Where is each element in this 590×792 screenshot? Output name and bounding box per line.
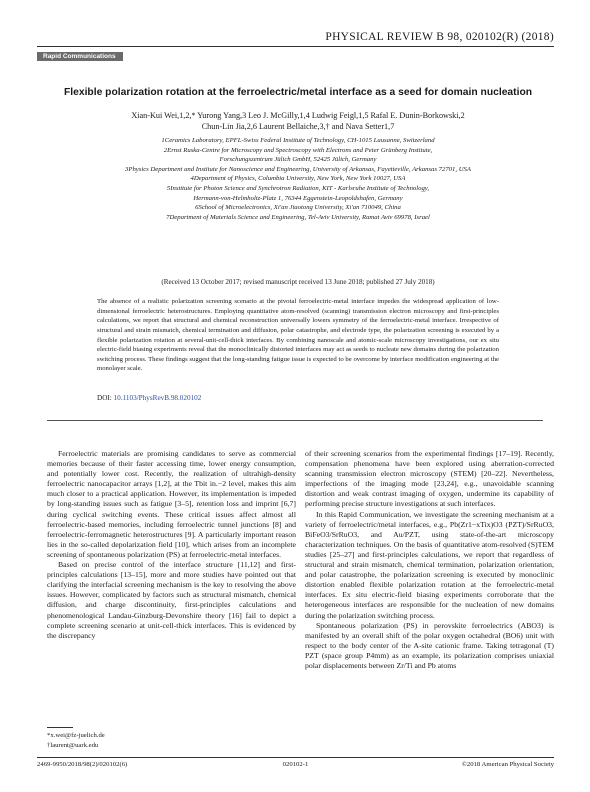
affiliation: 1Ceramics Laboratory, EPFL-Swiss Federal Institute of Technology, CH-1015 Lausanne, Switzerland xyxy=(161,137,435,144)
abstract-line: modification engineering at the monolayer scale. xyxy=(97,355,499,373)
doi-line xyxy=(97,394,201,402)
body-paragraph: In this Rapid Communication, we investigate the screening mechanism at a variety of ferroelectric/metal interfaces, e.g., Pb(Zr1−xTix)O3 (PZT)/SrRuO3, BiFeO3/SrRuO3, and Au/PZT, using state-of-the-art microscopy characterization techniques. On the basis of quantitative atom-resolved (S)TEM studies [25–27] and first-principles calculations, we report that regardless of structural and strain mismatch, chemical termination, polarization orientation, and polar catastrophe, the polarization screening is executed by monoclinic distortion enabled flexible polarization rotation at the ferroelectric-metal interfaces. Ex situ electric-field biasing experiments corroborate that the heterogeneous interfaces are responsible for the nucleation of new domains during the polarization switching process. xyxy=(305,509,554,620)
section-badge: Rapid Communications xyxy=(37,52,123,61)
affiliations xyxy=(50,136,546,222)
header-rule xyxy=(37,46,554,47)
footnote-email[interactable]: †laurent@uark.edu xyxy=(47,741,99,749)
affiliation: 6School of Microelectronics, Xi'an Jiaotong University, Xi'an 710049, China xyxy=(195,204,401,212)
abstract-line: screening is executed by a flexible polarization rotation at several-unit-cell-thick interfaces. By combining xyxy=(97,326,499,344)
author-line: Xian-Kui Wei,1,2,* Yurong Yang,3 Leo J. McGilly,1,4 Ludwig Feigl,1,5 Rafal E. Dunin-Borkowski,2 xyxy=(131,111,465,120)
abstract-divider xyxy=(47,420,543,421)
author-line: Chun-Lin Jia,2,6 Laurent Bellaiche,3,† and Nava Setter1,7 xyxy=(201,122,395,131)
footer-copyright: ©2018 American Physical Society xyxy=(461,761,554,768)
affiliation: Hermann-von-Helmholtz-Platz 1, 76344 Eggenstein-Leopoldshafen, Germany xyxy=(193,194,403,202)
footnote-email[interactable]: *x.wei@fz-juelich.de xyxy=(47,732,105,739)
body-paragraph: of their screening scenarios from the experimental findings [17–19]. Recently, compensation phenomena have been explored using aberration-corrected scanning transmission electron microscopy (STEM) [20–22]. Nevertheless, imperfections of the imaging mode [23,24], e.g., unavoidable scanning distortion and weak contrast imaging of oxygen, undermine its capability of performing precise structure investigations at such interfaces. xyxy=(305,449,554,509)
article-title: Flexible polarization rotation at the ferroelectric/metal interface as a seed for domain nucleation xyxy=(63,87,533,98)
affiliation: Forschungszentrum Jülich GmbH, 52425 Jülich, Germany xyxy=(219,156,377,164)
body-paragraph: Ferroelectric materials are promising candidates to serve as commercial memories because of their faster accessing time, lower energy consumption, and potentially lower cost. Recently, the realization of ultrahigh-density ferroelectric nanocapacitor arrays [1,2], at the Tbit in.−2 level, makes this aim much closer to a practical application. However, its implementation is impeded by long-standing issues such as fatigue [3–5], retention loss and imprint [6,7] during cyclical switching events. These critical issues affect almost all ferroelectric-based memories, including ferroelectric tunnel junctions [8] and ferroelectric-ferromagnetic heterostructures [9]. A particularly important reason lies in the so-called depolarization field [10], which arises from an incomplete screening of spontaneous polarization (PS) at ferroelectric-metal interfaces. xyxy=(47,449,296,559)
abstract-line: process. These findings suggest that the long-standing fatigue issue is expected to be overcome by interface xyxy=(124,355,414,363)
affiliation: 5Institute for Photon Science and Synchrotron Radiation, KIT - Karlsruhe Institute of Technology, xyxy=(166,184,430,192)
abstract-line: monoclinically distorted interfaces may act as seeds to nucleate new domains during the polarization switching xyxy=(97,346,499,363)
affiliation: 2Ernst Ruska-Centre for Microscopy and Spectroscopy with Electrons and Peter Grünberg Institute, xyxy=(163,146,433,154)
footnote-rule xyxy=(47,727,73,728)
body-paragraph: Spontaneous polarization (PS) in perovskite ferroelectrics (ABO3) is manifested by an overall shift of the polar oxygen octahedral (BO6) unit with respect to the body center of the A-site cationic frame. Taking tetragonal (T) PZT (space group P4mm) as an example, its polarization comprises uniaxial polar displacements between Zr/Ti and Pb atoms xyxy=(305,620,554,670)
affiliation: 3Physics Department and Institute for Nanoscience and Engineering, University of Arkansas, Fayetteville, Arkansas 72701, USA xyxy=(125,165,471,173)
footnotes xyxy=(47,731,105,750)
abstract-line: chemical reconstruction universally lowers symmetry of the ferroelectric-metal interface. Irrespective of structural xyxy=(97,317,500,334)
body-column-right xyxy=(305,449,554,671)
abstract-line: and strain mismatch, chemical termination and diffusion, polar catastrophe, and electrode type, the polarization xyxy=(124,326,426,334)
body-column-left xyxy=(47,449,296,641)
body-paragraph: Based on precise control of the interface structure [11,12] and first-principles calculations [13–15], more and more studies have pointed out that clarifying the interfacial screening mechanism is the key to resolving the above issues. However, complicated by factors such as structural mismatch, chemical diffusion, and charge discontinuity, first-principles calculations and phenomenological Landau-Ginzburg-Devonshire theory [16] fail to depict a complete screening scenario at unit-cell-thick interfaces. This is evidenced by the discrepancy xyxy=(47,560,296,640)
footer-rule xyxy=(37,757,554,758)
abstract xyxy=(97,297,499,374)
footer-issn: 2469-9950/2018/98(2)/020102(6) xyxy=(37,761,128,768)
abstract-line: (scanning) transmission electron microscopy and first-principles calculations, we report that structural and xyxy=(97,307,499,325)
doi-label: DOI: xyxy=(97,394,112,402)
abstract-line: widespread application of low-dimensional ferroelectric heterostructures. Employing quantitative atom-resolved xyxy=(97,298,499,315)
doi-link[interactable]: 10.1103/PhysRevB.98.020102 xyxy=(113,394,202,402)
author-list xyxy=(70,110,526,132)
publication-dates: (Received 13 October 2017; revised manuscript received 13 June 2018; published 27 July 2018) xyxy=(161,278,435,286)
footer-page-number: 020102-1 xyxy=(282,761,309,768)
affiliation: 4Department of Physics, Columbia University, New York, New York 10027, USA xyxy=(190,175,406,183)
abstract-line: nanoscale and atomic-scale microscopy investigations, our ex situ electric-field biasing experiments reveal that the xyxy=(97,336,500,354)
journal-header: PHYSICAL REVIEW B 98, 020102(R) (2018) xyxy=(325,31,554,43)
affiliation: 7Department of Materials Science and Engineering, Tel-Aviv University, Ramat Aviv 69978, Israel xyxy=(166,213,430,221)
abstract-line: The absence of a realistic polarization screening scenario at the pivotal ferroelectric-metal interface impedes the xyxy=(97,298,411,305)
